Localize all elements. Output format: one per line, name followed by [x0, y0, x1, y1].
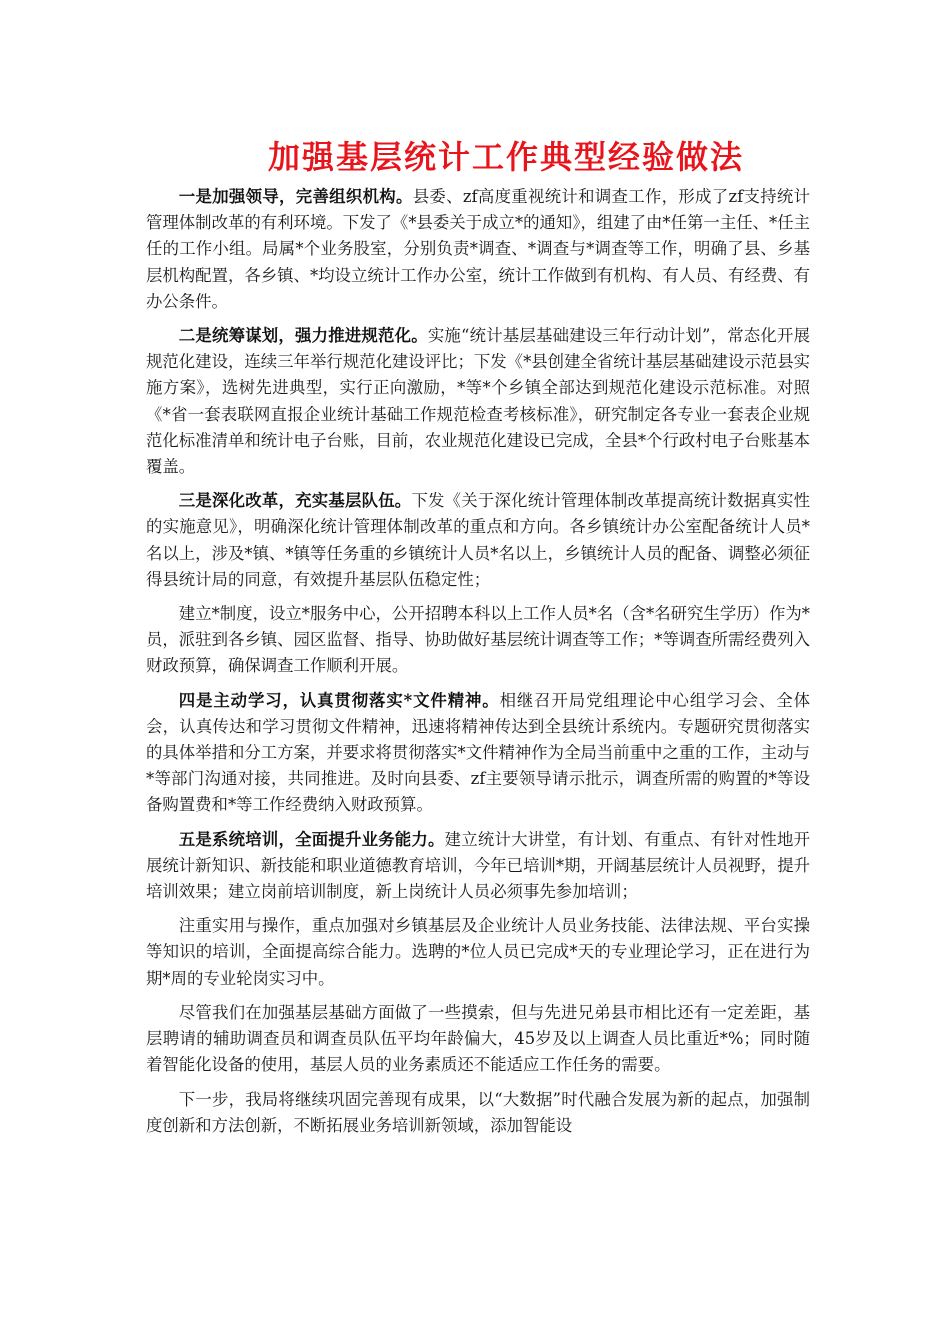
paragraph-9: [146, 1087, 810, 1139]
paragraph-2-lead: 二是统筹谋划，强力推进规范化。: [178, 326, 428, 346]
paragraph-3: [146, 488, 810, 593]
paragraph-7: [146, 913, 810, 992]
paragraph-4: [146, 601, 810, 680]
paragraph-6-lead: 五是系统培训，全面提升业务能力。: [178, 829, 445, 849]
paragraph-2-text: 实施“统计基层基础建设三年行动计划”，常态化开展规范化建设，连续三年举行规范化建设评比；下发《*县创建全省统计基层基础建设示范县实施方案》，选树先进典型，实行正向激励，*等*个乡镇全部达到规范化建设示范标准。对照《*省一套表联网直报企业统计基础工作规范检查考核标准》，研究制定各专业一套表企业规范化标准清单和统计电子台账，目前，农业规范化建设已完成，全县*个行政村电子台账基本覆盖。: [146, 326, 810, 477]
paragraph-5-text: 相继召开局党组理论中心组学习会、全体会，认真传达和学习贯彻文件精神，迅速将精神传达到全县统计系统内。专题研究贯彻落实的具体举措和分工方案，并要求将贯彻落实*文件精神作为全局当前重中之重的工作，主动与*等部门沟通对接，共同推进。及时向县委、zf主要领导请示批示，调查所需的购置的*等设备购置费和*等工作经费纳入财政预算。: [146, 690, 811, 815]
paragraph-1-text: 县委、zf高度重视统计和调查工作，形成了zf支持统计管理体制改革的有利环境。下发了《*县委关于成立*的通知》，组建了由*任第一主任、*任主任的工作小组。局属*个业务股室，分别负责*调查、*调查与*调查等工作，明确了县、乡基层机构配置，各乡镇、*均设立统计工作办公室，统计工作做到有机构、有人员、有经费、有办公条件。: [146, 187, 811, 311]
paragraph-1: [146, 184, 810, 315]
paragraph-5-lead: 四是主动学习，认真贯彻落实*文件精神。: [178, 690, 500, 710]
paragraph-6-text: 建立统计大讲堂，有计划、有重点、有针对性地开展统计新知识、新技能和职业道德教育培训，今年已培训*期，开阔基层统计人员视野，提升培训效果；建立岗前培训制度，新上岗统计人员必须事先参加培训；: [146, 829, 811, 902]
paragraph-7-text: 注重实用与操作，重点加强对乡镇基层及企业统计人员业务技能、法律法规、平台实操等知识的培训，全面提高综合能力。选聘的*位人员已完成*天的专业理论学习，正在进行为期*周的专业轮岗实习中。: [146, 916, 810, 988]
paragraph-4-text: 建立*制度，设立*服务中心，公开招聘本科以上工作人员*名（含*名研究生学历）作为*员，派驻到各乡镇、园区监督、指导、协助做好基层统计调查等工作；*等调查所需经费列入财政预算，确保调查工作顺利开展。: [146, 604, 810, 676]
paragraph-1-lead: 一是加强领导，完善组织机构。: [178, 187, 413, 206]
paragraph-2: [146, 323, 810, 480]
document-page: [146, 132, 810, 1147]
paragraph-9-text: 下一步，我局将继续巩固完善现有成果，以“大数据”时代融合发展为新的起点，加强制度创新和方法创新，不断拓展业务培训新领域，添加智能设: [146, 1089, 810, 1135]
paragraph-5: [146, 688, 810, 819]
paragraph-8-text: 尽管我们在加强基层基础方面做了一些摸索，但与先进兄弟县市相比还有一定差距，基层聘请的辅助调查员和调查员队伍平均年龄偏大，45岁及以上调查人员比重近*%；同时随着智能化设备的使用，基层人员的业务素质还不能适应工作任务的需要。: [146, 1002, 810, 1075]
paragraph-3-lead: 三是深化改革，充实基层队伍。: [178, 491, 412, 511]
document-title: 加强基层统计工作典型经验做法: [267, 138, 744, 176]
paragraph-8: [146, 1000, 810, 1079]
paragraph-3-text: 下发《关于深化统计管理体制改革提高统计数据真实性的实施意见》，明确深化统计管理体制改革的重点和方向。各乡镇统计办公室配备统计人员*名以上，涉及*镇、*镇等任务重的乡镇统计人员*名以上，乡镇统计人员的配备、调整必须征得县统计局的同意，有效提升基层队伍稳定性；: [146, 491, 811, 589]
paragraph-6: [146, 827, 810, 906]
